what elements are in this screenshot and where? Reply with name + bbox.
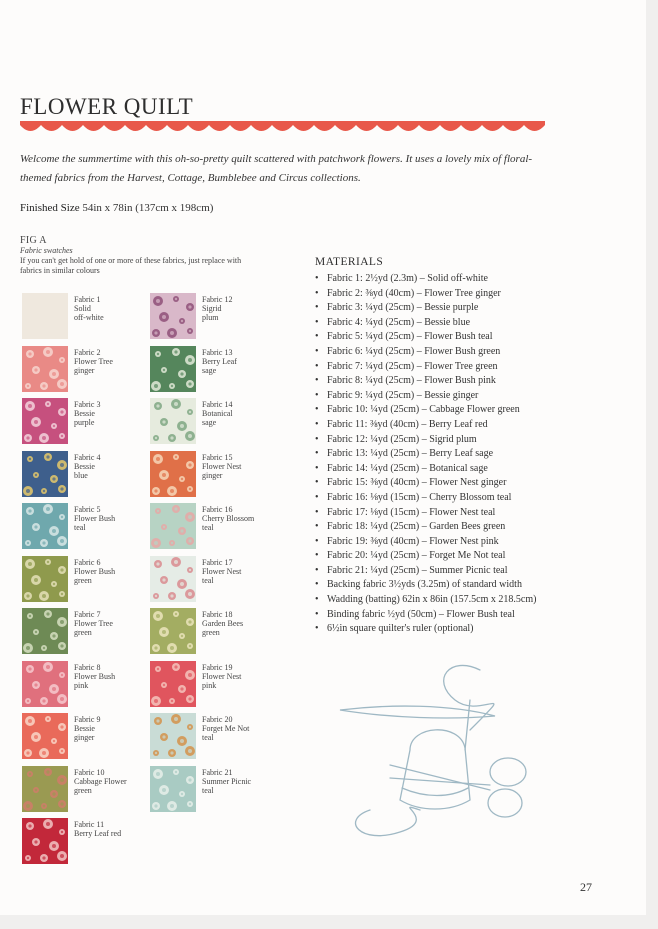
swatch-image [150, 556, 196, 602]
materials-item: • Binding fabric ½yd (50cm) – Flower Bush teal [315, 608, 635, 623]
swatch-name: Berry Leaf [202, 356, 237, 366]
swatch-num: Fabric 6 [74, 557, 101, 567]
materials-item: • 6½in square quilter's ruler (optional) [315, 622, 635, 637]
swatch-color: teal [202, 733, 214, 742]
materials-heading: MATERIALS [315, 256, 384, 268]
materials-list [315, 272, 635, 637]
swatch-label [202, 663, 282, 690]
swatch-num: Fabric 13 [202, 347, 233, 357]
swatch-num: Fabric 17 [202, 557, 233, 567]
materials-item: • Fabric 11: ⅜yd (40cm) – Berry Leaf red [315, 418, 635, 433]
swatch-color: ginger [74, 365, 95, 375]
swatch-image [150, 398, 196, 444]
swatch-label [74, 505, 154, 532]
swatch-color: green [74, 628, 92, 637]
swatch-image [150, 451, 196, 497]
swatch-label [74, 400, 154, 427]
intro-text: Welcome the summertime with this oh-so-pretty quilt scattered with patchwork flowers. It uses a lovely mix of floral-themed fabrics from the Harvest, Cottage, Bumblebee and Circus collections. [20, 153, 533, 184]
swatch-color: ginger [74, 733, 95, 742]
swatch-num: Fabric 18 [202, 610, 233, 619]
swatch-num: Fabric 20 [202, 715, 233, 724]
materials-item: • Wadding (batting) 62in x 86in (157.5cm x 218.5cm) [315, 593, 635, 608]
page-title: FLOWER QUILT [20, 94, 194, 119]
scissor-handle-1 [490, 758, 526, 786]
swatch-image [22, 608, 68, 654]
materials-item: • Fabric 3: ¼yd (25cm) – Bessie purple [315, 301, 635, 316]
swatch-num: Fabric 2 [74, 347, 101, 357]
materials-item: • Fabric 2: ⅜yd (40cm) – Flower Tree ginger [315, 287, 635, 302]
materials-item: • Fabric 5: ¼yd (25cm) – Flower Bush teal [315, 330, 635, 345]
swatch-label [74, 295, 154, 322]
swatch-name: Flower Tree [74, 356, 113, 366]
materials-item: • Fabric 9: ¼yd (25cm) – Bessie ginger [315, 389, 635, 404]
materials-item: • Fabric 10: ¼yd (25cm) – Cabbage Flower green [315, 403, 635, 418]
finished-size [20, 202, 213, 214]
figure-label: FIG A [20, 235, 47, 246]
swatch-name: Flower Nest [202, 566, 242, 576]
swatch-image [22, 346, 68, 392]
swatch-image [150, 766, 196, 812]
swatch-color: pink [74, 680, 89, 690]
swatch-name: Sigrid [202, 304, 222, 313]
swatch-num: Fabric 11 [74, 820, 105, 829]
materials-item: • Fabric 8: ¼yd (25cm) – Flower Bush pink [315, 374, 635, 389]
materials-item: • Fabric 19: ⅜yd (40cm) – Flower Nest pink [315, 535, 635, 550]
needle-outline [340, 706, 495, 718]
swatch-color: purple [74, 418, 95, 427]
swatch-image [22, 818, 68, 864]
swatch-label [74, 663, 154, 690]
swatch-label [74, 558, 154, 585]
swatch-label [74, 348, 154, 375]
swatch-name: Flower Nest [202, 671, 242, 681]
sewing-illustration [330, 660, 555, 845]
swatch-num: Fabric 19 [202, 662, 233, 672]
swatch-color: sage [202, 418, 217, 427]
swatch-name: Flower Bush [74, 514, 116, 523]
swatch-name: Solid [74, 304, 91, 313]
materials-item: • Fabric 1: 2½yd (2.3m) – Solid off-white [315, 272, 635, 287]
swatch-label [74, 453, 154, 480]
swatch-label [202, 558, 282, 585]
swatch-color: ginger [202, 470, 223, 480]
scissor-handle-2 [488, 789, 522, 817]
swatch-label [202, 400, 282, 427]
swatch-name: Flower Bush [74, 566, 116, 576]
swatch-name: Berry Leaf red [74, 829, 122, 838]
swatch-color: green [74, 785, 92, 795]
figure-caption [20, 236, 260, 276]
swatch-num: Fabric 4 [74, 452, 101, 462]
swatch-image [22, 766, 68, 812]
page-number: 27 [580, 880, 592, 894]
swatch-color: blue [74, 470, 88, 480]
swatch-name: Botanical [202, 409, 233, 418]
swatch-num: Fabric 1 [74, 295, 101, 304]
materials-item: • Fabric 12: ¼yd (25cm) – Sigrid plum [315, 433, 635, 448]
swatch-label [202, 715, 282, 742]
materials-item: • Backing fabric 3½yds (3.25m) of standard width [315, 578, 635, 593]
thread-loop [356, 807, 420, 835]
swatch-num: Fabric 12 [202, 295, 233, 304]
swatch-name: Flower Bush [74, 671, 116, 681]
scallop-border [20, 121, 545, 135]
swatch-label [202, 453, 282, 480]
swatch-num: Fabric 16 [202, 505, 233, 514]
materials-item: • Fabric 18: ¼yd (25cm) – Garden Bees green [315, 520, 635, 535]
swatch-label [202, 768, 282, 795]
swatch-num: Fabric 14 [202, 400, 233, 409]
swatch-name: Garden Bees [202, 619, 244, 628]
swatch-label [202, 505, 282, 532]
swatch-name: Bessie [74, 461, 95, 471]
materials-item: • Fabric 7: ¼yd (25cm) – Flower Tree green [315, 360, 635, 375]
thimble-band [402, 788, 468, 796]
scissor-blade-2 [390, 778, 490, 785]
swatch-image [150, 608, 196, 654]
swatch-name: Bessie [74, 724, 95, 733]
swatch-name: Summer Picnic [202, 776, 252, 786]
swatch-name: Forget Me Not [202, 724, 250, 733]
swatch-name: Flower Tree [74, 619, 113, 628]
swatch-color: pink [202, 680, 217, 690]
swatch-num: Fabric 15 [202, 452, 233, 462]
thread-strand [444, 665, 494, 730]
swatch-label [74, 715, 154, 742]
swatch-name: Cherry Blossom [202, 514, 255, 523]
swatch-label [202, 295, 282, 322]
swatch-label [74, 768, 154, 795]
materials-item: • Fabric 15: ⅜yd (40cm) – Flower Nest ginger [315, 476, 635, 491]
scallop-shape [20, 121, 545, 131]
swatch-num: Fabric 5 [74, 505, 101, 514]
materials-item: • Fabric 16: ⅛yd (15cm) – Cherry Blossom teal [315, 491, 635, 506]
swatch-num: Fabric 21 [202, 767, 233, 777]
swatch-image [22, 556, 68, 602]
materials-item: • Fabric 13: ¼yd (25cm) – Berry Leaf sage [315, 447, 635, 462]
swatch-label [202, 610, 282, 637]
swatch-image [22, 503, 68, 549]
swatch-image [150, 293, 196, 339]
swatch-image [150, 503, 196, 549]
materials-section [315, 256, 635, 637]
swatch-image [22, 451, 68, 497]
swatch-color: plum [202, 313, 219, 322]
swatch-image [22, 398, 68, 444]
swatch-num: Fabric 9 [74, 715, 101, 724]
swatch-num: Fabric 8 [74, 662, 101, 672]
swatch-label [74, 610, 154, 637]
swatch-name: Cabbage Flower [74, 776, 127, 786]
materials-item: • Fabric 21: ¼yd (25cm) – Summer Picnic teal [315, 564, 635, 579]
swatch-num: Fabric 3 [74, 400, 101, 409]
swatch-num: Fabric 7 [74, 610, 101, 619]
swatch-name: Bessie [74, 409, 95, 418]
swatch-color: teal [202, 785, 214, 795]
figure-title: Fabric swatches [20, 246, 73, 255]
swatch-color: teal [202, 575, 214, 585]
swatch-num: Fabric 10 [74, 767, 105, 777]
swatch-name: Flower Nest [202, 461, 242, 471]
materials-item: • Fabric 20: ¼yd (25cm) – Forget Me Not teal [315, 549, 635, 564]
figure-note: If you can't get hold of one or more of these fabrics, just replace with fabrics in similar colours [20, 256, 242, 275]
swatch-color: teal [202, 523, 214, 532]
swatch-label [74, 820, 154, 838]
swatch-image [22, 661, 68, 707]
materials-item: • Fabric 4: ¼yd (25cm) – Bessie blue [315, 316, 635, 331]
swatch-color: teal [74, 523, 86, 532]
swatch-color: off-white [74, 313, 104, 322]
materials-item: • Fabric 14: ¼yd (25cm) – Botanical sage [315, 462, 635, 477]
swatch-label [202, 348, 282, 375]
finished-size-value: 54in x 78in (137cm x 198cm) [82, 202, 214, 214]
materials-item: • Fabric 17: ⅛yd (15cm) – Flower Nest teal [315, 506, 635, 521]
swatch-color: sage [202, 365, 217, 375]
materials-item: • Fabric 6: ¼yd (25cm) – Flower Bush green [315, 345, 635, 360]
thimble-outline [400, 730, 470, 809]
swatch-image [150, 346, 196, 392]
swatch-image [150, 661, 196, 707]
swatch-image [22, 713, 68, 759]
pin-outline [465, 700, 470, 750]
swatch-color: green [74, 575, 92, 585]
finished-size-label: Finished Size [20, 202, 80, 214]
swatch-image [150, 713, 196, 759]
swatch-image [22, 293, 68, 339]
swatch-color: green [202, 628, 220, 637]
